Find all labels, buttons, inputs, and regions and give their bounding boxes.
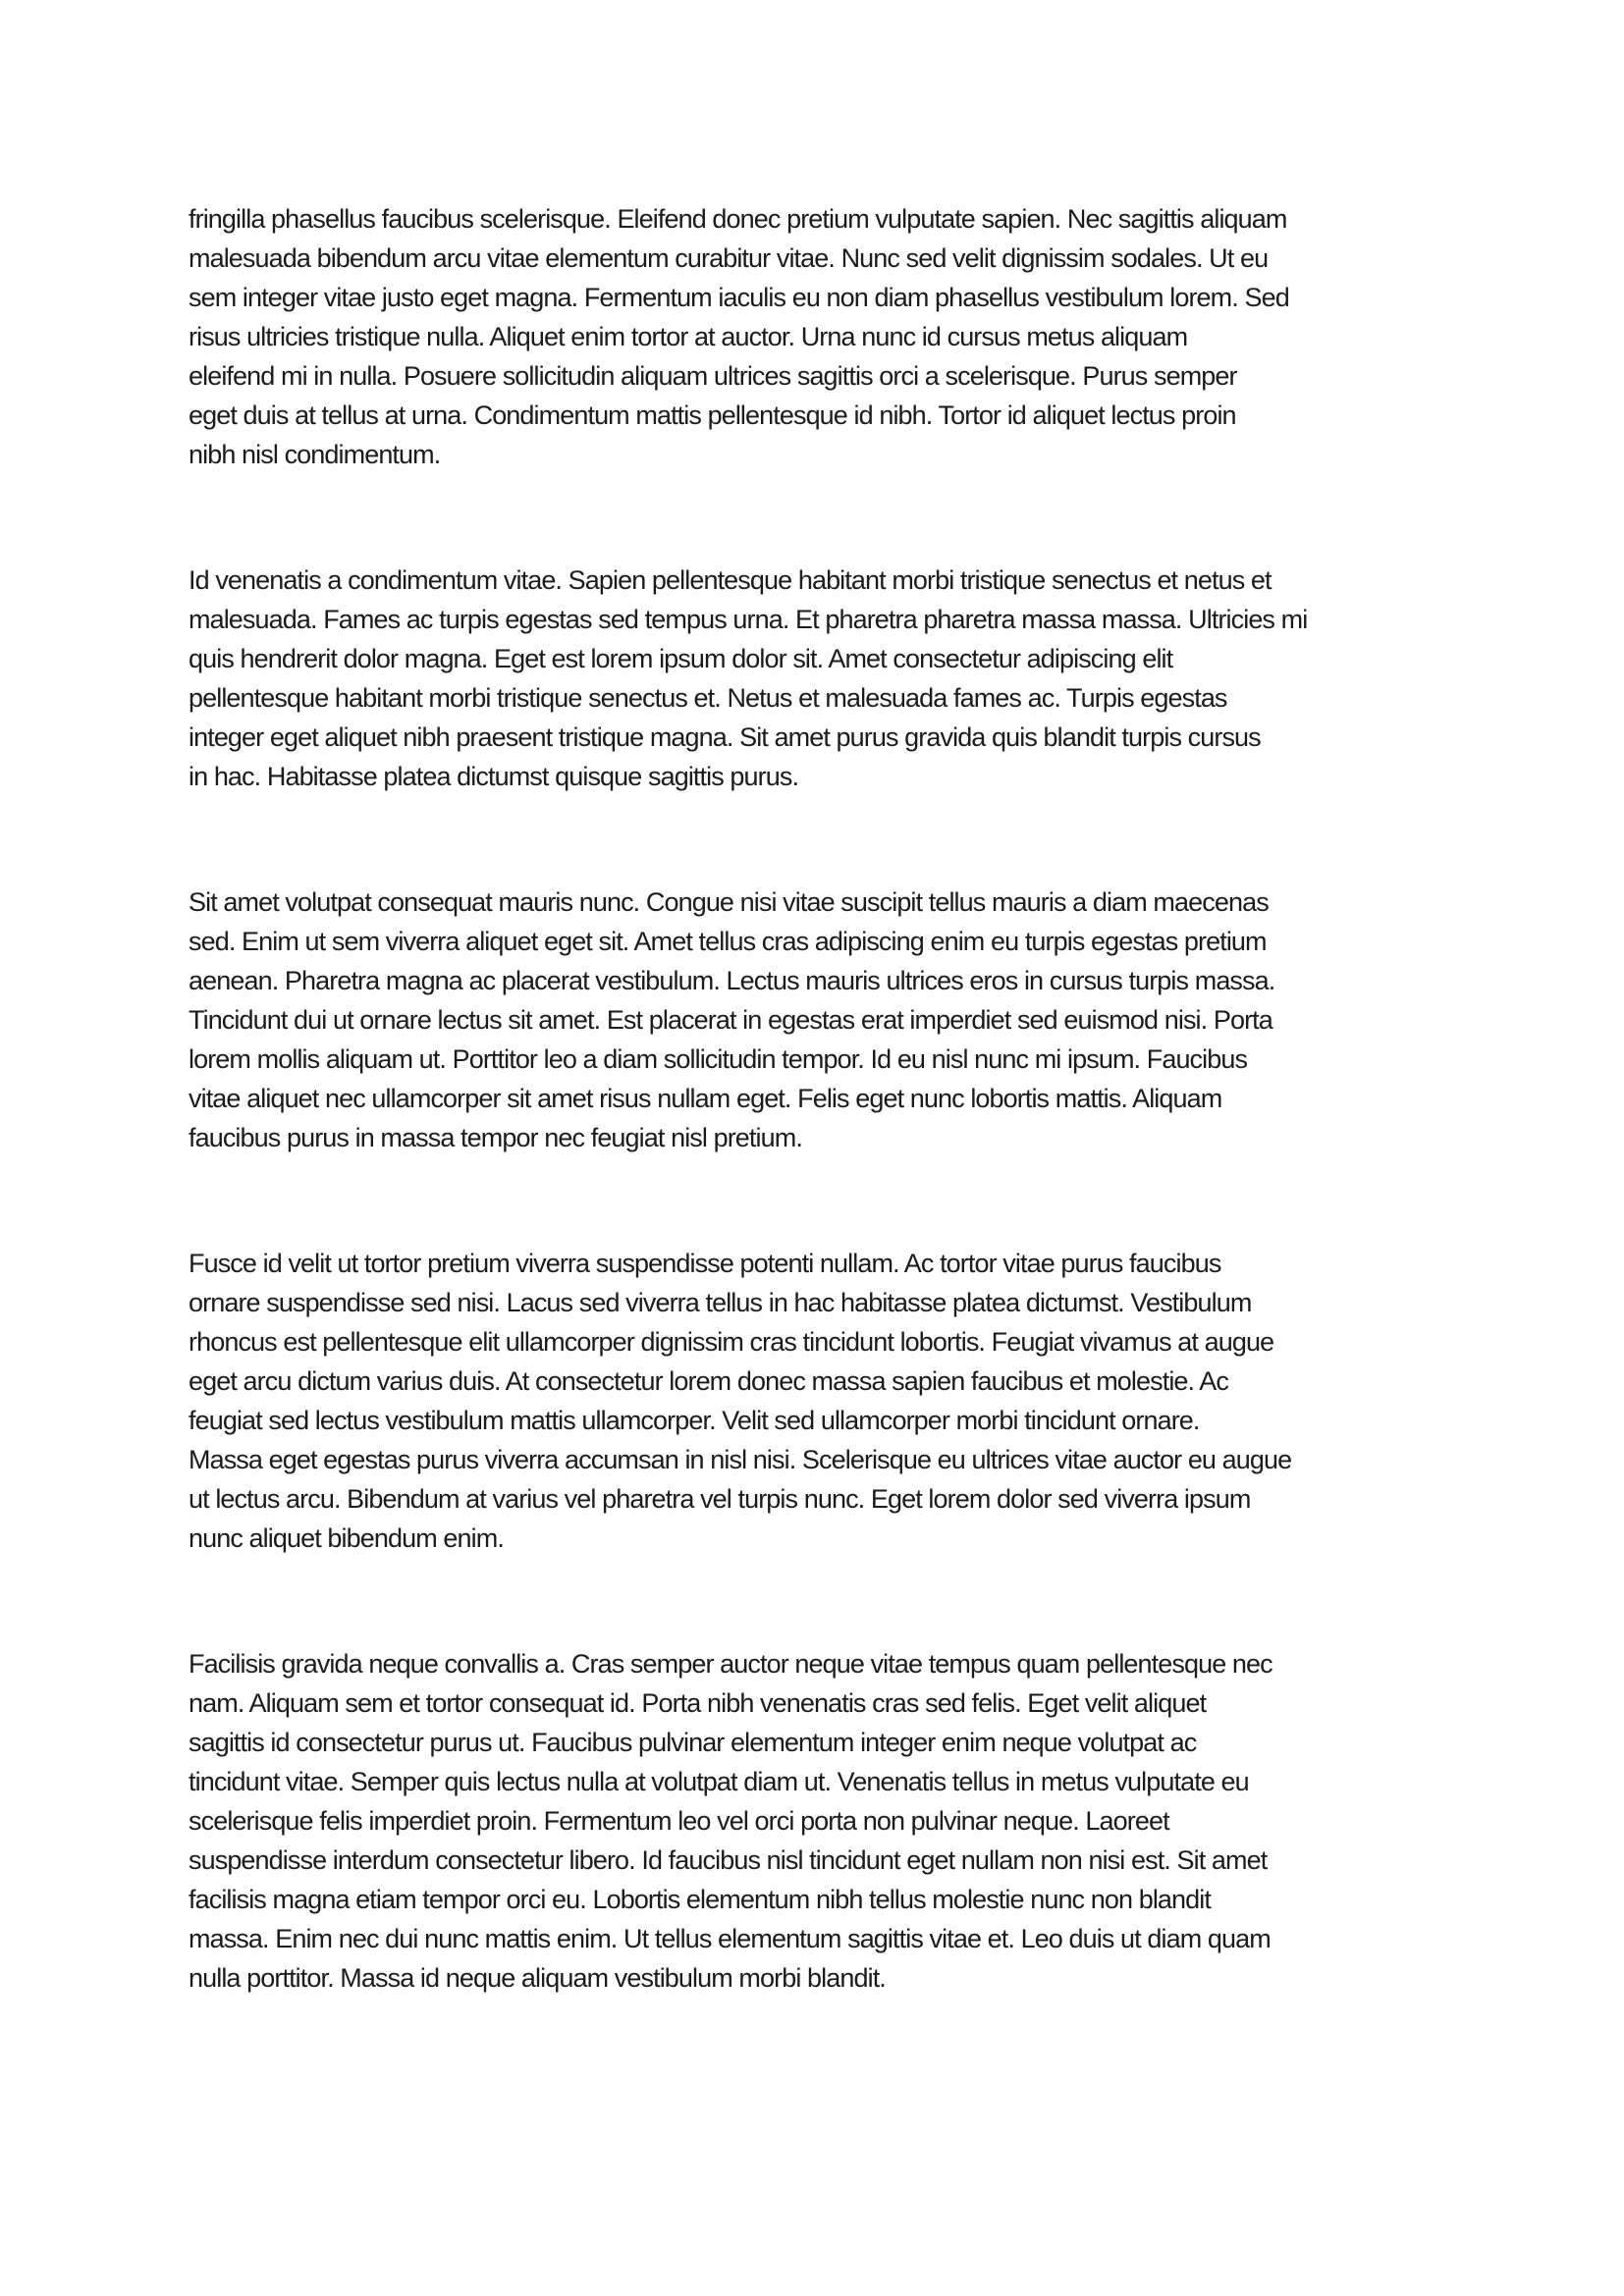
text-line: rhoncus est pellentesque elit ullamcorper dignissim cras tincidunt lobortis. Feugiat vivamus at augue — [189, 1327, 1274, 1357]
text-line: aenean. Pharetra magna ac placerat vestibulum. Lectus mauris ultrices eros in cursus turpis massa. — [189, 966, 1275, 995]
text-line: Fusce id velit ut tortor pretium viverra suspendisse potenti nullam. Ac tortor vitae purus faucibus — [189, 1249, 1221, 1278]
paragraph — [189, 561, 1435, 796]
text-line: Massa eget egestas purus viverra accumsan in nisl nisi. Scelerisque eu ultrices vitae auctor eu augue — [189, 1445, 1292, 1474]
text-line: faucibus purus in massa tempor nec feugiat nisl pretium. — [189, 1123, 802, 1152]
text-line: malesuada bibendum arcu vitae elementum curabitur vitae. Nunc sed velit dignissim sodales. Ut eu — [189, 243, 1269, 273]
text-line: suspendisse interdum consectetur libero. Id faucibus nisl tincidunt eget nullam non nisi est. Sit amet — [189, 1845, 1268, 1875]
text-line: eget duis at tellus at urna. Condimentum mattis pellentesque id nibh. Tortor id aliquet lectus proin — [189, 400, 1236, 430]
text-line: nibh nisl condimentum. — [189, 440, 441, 469]
text-line: sed. Enim ut sem viverra aliquet eget sit. Amet tellus cras adipiscing enim eu turpis egestas pretium — [189, 927, 1267, 956]
text-line: Sit amet volutpat consequat mauris nunc. Congue nisi vitae suscipit tellus mauris a diam maecenas — [189, 887, 1269, 917]
paragraph — [189, 882, 1435, 1157]
text-line: nam. Aliquam sem et tortor consequat id. Porta nibh venenatis cras sed felis. Eget velit aliquet — [189, 1688, 1207, 1718]
text-line: ut lectus arcu. Bibendum at varius vel pharetra vel turpis nunc. Eget lorem dolor sed viverra ipsum — [189, 1484, 1251, 1514]
text-line: nulla porttitor. Massa id neque aliquam vestibulum morbi blandit. — [189, 1963, 886, 1993]
text-line: nunc aliquet bibendum enim. — [189, 1523, 504, 1553]
text-line: facilisis magna etiam tempor orci eu. Lobortis elementum nibh tellus molestie nunc non blandit — [189, 1885, 1211, 1914]
text-line: eleifend mi in nulla. Posuere sollicitudin aliquam ultrices sagittis orci a scelerisque. Purus semper — [189, 361, 1237, 391]
text-line: quis hendrerit dolor magna. Eget est lorem ipsum dolor sit. Amet consectetur adipiscing elit — [189, 644, 1173, 673]
text-line: lorem mollis aliquam ut. Porttitor leo a diam sollicitudin tempor. Id eu nisl nunc mi ipsum. Faucibus — [189, 1044, 1248, 1074]
paragraph — [189, 1644, 1435, 1998]
text-line: ornare suspendisse sed nisi. Lacus sed viverra tellus in hac habitasse platea dictumst. Vestibulum — [189, 1288, 1252, 1317]
text-line: risus ultricies tristique nulla. Aliquet enim tortor at auctor. Urna nunc id cursus metus aliquam — [189, 322, 1188, 351]
text-line: massa. Enim nec dui nunc mattis enim. Ut tellus elementum sagittis vitae et. Leo duis ut diam quam — [189, 1924, 1271, 1953]
text-line: sagittis id consectetur purus ut. Faucibus pulvinar elementum integer enim neque volutpat ac — [189, 1728, 1197, 1757]
text-block — [189, 199, 1435, 1998]
text-line: Tincidunt dui ut ornare lectus sit amet. Est placerat in egestas erat imperdiet sed euismod nisi. Porta — [189, 1005, 1272, 1035]
text-line: in hac. Habitasse platea dictumst quisque sagittis purus. — [189, 762, 799, 791]
text-line: fringilla phasellus faucibus scelerisque. Eleifend donec pretium vulputate sapien. Nec sagittis aliquam — [189, 204, 1287, 234]
paragraph — [189, 1244, 1435, 1558]
text-line: integer eget aliquet nibh praesent tristique magna. Sit amet purus gravida quis blandit turpis cursus — [189, 722, 1261, 752]
text-line: Id venenatis a condimentum vitae. Sapien pellentesque habitant morbi tristique senectus et netus et — [189, 565, 1272, 595]
paragraph — [189, 199, 1435, 474]
text-line: malesuada. Fames ac turpis egestas sed tempus urna. Et pharetra pharetra massa massa. Ultricies mi — [189, 605, 1308, 634]
text-line: tincidunt vitae. Semper quis lectus nulla at volutpat diam ut. Venenatis tellus in metus vulputate eu — [189, 1767, 1249, 1796]
text-line: feugiat sed lectus vestibulum mattis ullamcorper. Velit sed ullamcorper morbi tincidunt ornare. — [189, 1406, 1200, 1435]
text-line: pellentesque habitant morbi tristique senectus et. Netus et malesuada fames ac. Turpis egestas — [189, 683, 1227, 713]
text-line: Facilisis gravida neque convallis a. Cras semper auctor neque vitae tempus quam pellentesque nec — [189, 1649, 1272, 1679]
text-line: vitae aliquet nec ullamcorper sit amet risus nullam eget. Felis eget nunc lobortis mattis. Aliquam — [189, 1084, 1222, 1113]
text-line: eget arcu dictum varius duis. At consectetur lorem donec massa sapien faucibus et molestie. Ac — [189, 1366, 1228, 1396]
text-line: sem integer vitae justo eget magna. Fermentum iaculis eu non diam phasellus vestibulum lorem. Sed — [189, 283, 1289, 312]
text-line: scelerisque felis imperdiet proin. Fermentum leo vel orci porta non pulvinar neque. Laoreet — [189, 1806, 1169, 1836]
